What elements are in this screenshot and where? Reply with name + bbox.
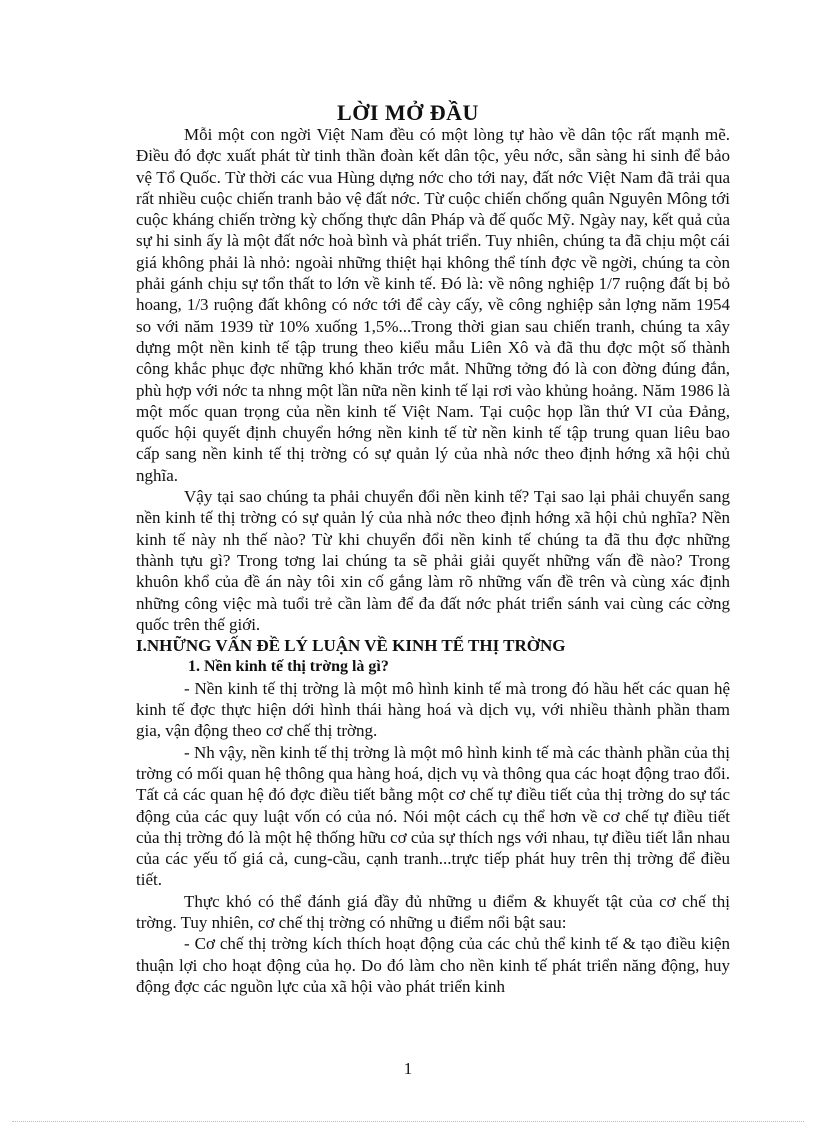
paragraph-questions: Vậy tại sao chúng ta phải chuyển đổi nền kinh tế? Tại sao lại phải chuyển sang nền kinh tế thị trờng có sự quản lý của nhà nớc theo định hớng xã hội chủ nghĩa? Nền kinh tế này nh thế nào? Từ khi chuyển đổi nền kinh tế chúng ta đã thu đợc những thành tựu gì? Trong tơng lai chúng ta sẽ phải giải quyết những vấn đề nào? Trong khuôn khổ của đề án này tôi xin cố gắng làm rõ những vấn đề trên và cùng xác định những công việc mà tuổi trẻ cần làm để đa đất nớc phát triển sánh vai cùng các cờng quốc trên thế giới.	[136, 487, 730, 634]
section-heading: I.NHỮNG VẤN ĐỀ LÝ LUẬN VỀ KINH TẾ THỊ TRỜNG	[136, 636, 566, 656]
subsection-heading: 1. Nền kinh tế thị trờng là gì?	[188, 658, 389, 676]
page-title: LỜI MỞ ĐẦU	[337, 100, 479, 125]
paragraph-evaluation: Thực khó có thể đánh giá đầy đủ những u điểm & khuyết tật của cơ chế thị trờng. Tuy nhiên, cơ chế thị trờng có những u điểm nổi bật sau:	[136, 891, 730, 932]
paragraph-explanation: - Nh vậy, nền kinh tế thị trờng là một mô hình kinh tế mà các thành phần của thị trờng có mối quan hệ thông qua hàng hoá, dịch vụ và thông qua các hoạt động trao đổi. Tất cả các quan hệ đó đợc điều tiết bằng một cơ chế tự điều tiết của thị trờng do sự tác động của các quy luật vốn có của nó. Nói một cách cụ thể hơn về cơ chế tự điều tiết của thị trờng đó là một hệ thống hữu cơ của sự thích ngs với nhau, tự điều tiết lẫn nhau của các yếu tố giá cả, cung-cầu, cạnh tranh...trực tiếp phát huy trên thị trờng để điều tiết.	[136, 742, 730, 890]
paragraph-intro: Mỗi một con ngời Việt Nam đều có một lòng tự hào về dân tộc rất mạnh mẽ. Điều đó đợc xuất phát từ tinh thần đoàn kết dân tộc, yêu nớc, sẵn sàng hi sinh để bảo vệ Tổ Quốc. Từ thời các vua Hùng dựng nớc cho tới nay, đất nớc Việt Nam đã trải qua rất nhiều cuộc chiến tranh bảo vệ đất nớc. Từ cuộc chiến chống quân Nguyên Mông tới cuộc kháng chiến trờng kỳ chống thực dân Pháp và đế quốc Mỹ. Ngày nay, kết quả của sự hi sinh ấy là một đất nớc hoà bình và phát triển. Tuy nhiên, chúng ta đã chịu một cái giá không phải là nhỏ: ngoài những thiệt hại không thể tính đợc về ngời, chúng ta còn phải gánh chịu sự tổn thất to lớn về kinh tế. Đó là: về nông nghiệp 1/7 ruộng đất bị bỏ hoang, 1/3 ruộng đất không có nớc tới để cày cấy, về công nghiệp sản lợng năm 1954 so với năm 1939 từ 10% xuống 1,5%...Trong thời gian sau chiến tranh, chúng ta xây dựng một nền kinh tế tập trung theo kiểu mẫu Liên Xô và đã thu đợc một số thành công khắc phục đợc những khó khăn trớc mắt. Những tởng đó là con đờng đúng đắn, phù hợp với nớc ta nhng một lần nữa nền kinh tế lại rơi vào khủng hoảng. Năm 1986 là một mốc quan trọng của nền kinh tế Việt Nam. Tại cuộc họp lần thứ VI của Đảng, quốc hội quyết định chuyển hớng nền kinh tế từ nền kinh tế tập trung quan liêu bao cấp sang nền kinh tế thị trờng có sự quản lý của nhà nớc theo định hớng xã hội chủ nghĩa.	[136, 125, 730, 485]
page-number: 1	[403, 1059, 413, 1078]
paragraph-definition: - Nền kinh tế thị trờng là một mô hình kinh tế mà trong đó hầu hết các quan hệ kinh tế đợc thực hiện dới hình thái hàng hoá và dịch vụ, với nhiều thành phần tham gia, vận động theo cơ chế thị trờng.	[136, 678, 730, 741]
paragraph-advantage: - Cơ chế thị trờng kích thích hoạt động của các chủ thể kinh tế & tạo điều kiện thuận lợi cho hoạt động của họ. Do đó làm cho nền kinh tế phát triển năng động, huy động đợc các nguồn lực của xã hội vào phát triển kinh	[136, 934, 730, 996]
document-body	[136, 124, 730, 997]
page-bottom-divider	[12, 1121, 804, 1122]
